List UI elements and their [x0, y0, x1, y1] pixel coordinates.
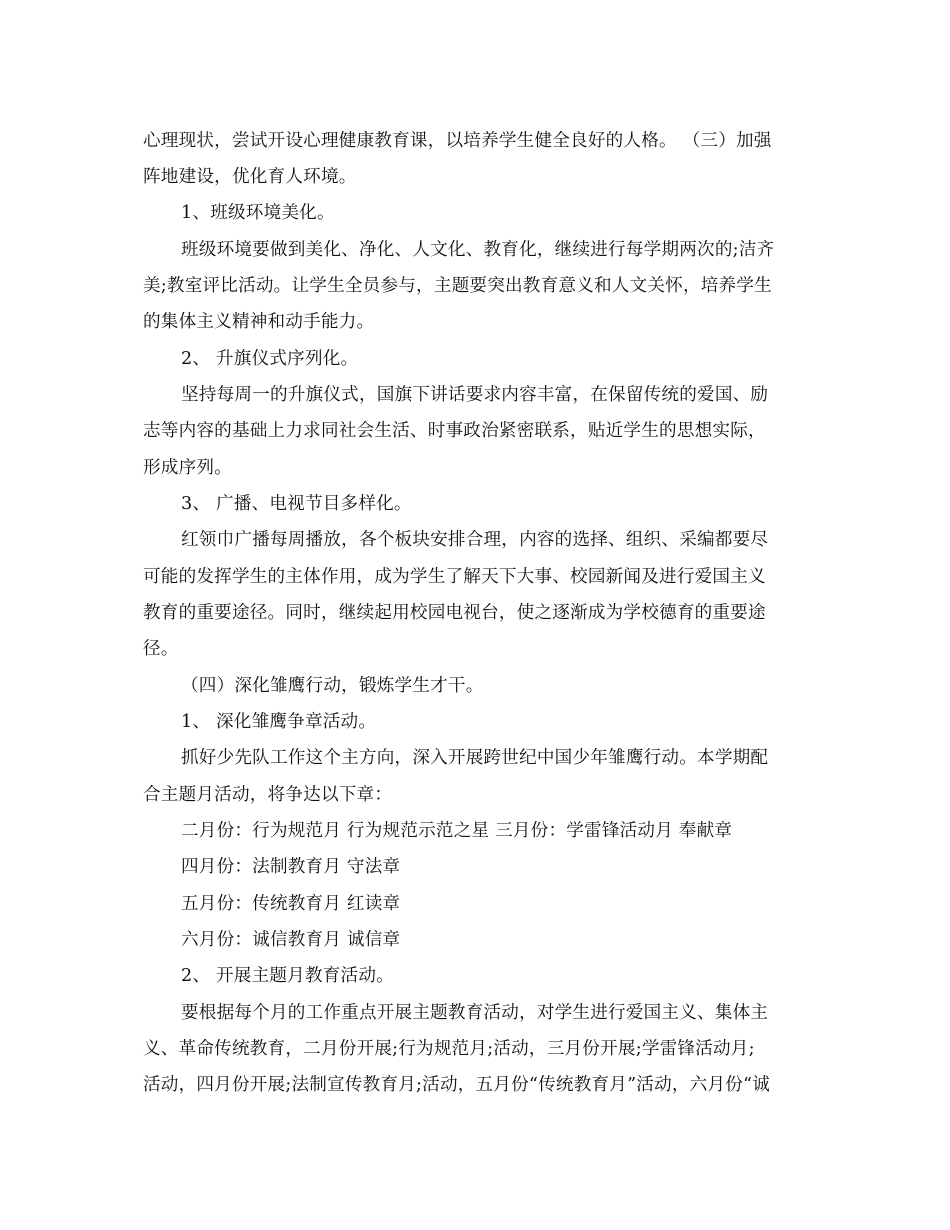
list-item: 五月份：传统教育月 红读章	[181, 894, 401, 914]
list-item: 四月份：法制教育月 守法章	[181, 857, 401, 877]
section-heading: 3、 广播、电视节目多样化。	[181, 494, 412, 514]
text-line: 班级环境要做到美化、净化、人文化、教育化，继续进行每学期两次的;洁齐	[181, 240, 775, 260]
text-line: 教育的重要途径。同时，继续起用校园电视台，使之逐渐成为学校德育的重要途	[143, 603, 766, 623]
text-line: 坚持每周一的升旗仪式，国旗下讲话要求内容丰富，在保留传统的爱国、励	[181, 385, 769, 405]
text-line: 要根据每个月的工作重点开展主题教育活动，对学生进行爱国主义、集体主	[181, 1003, 769, 1023]
text-line: 义、革命传统教育，二月份开展;行为规范月;活动，三月份开展;学雷锋活动月;	[143, 1039, 755, 1059]
section-heading: 2、 开展主题月教育活动。	[181, 966, 394, 986]
text-line: 的集体主义精神和动手能力。	[143, 312, 375, 332]
text-line: 红领巾广播每周播放，各个板块安排合理，内容的选择、组织、采编都要尽	[181, 530, 769, 550]
text-line: 美;教室评比活动。让学生全员参与，主题要突出教育意义和人文关怀，培养学生	[143, 276, 772, 296]
section-heading: 1、班级环境美化。	[181, 203, 335, 223]
section-heading: 1、 深化雏鹰争章活动。	[181, 712, 377, 732]
text-line: 活动，四月份开展;法制宣传教育月;活动，五月份“传统教育月”活动，六月份“诚	[143, 1075, 771, 1095]
list-item: 六月份：诚信教育月 诚信章	[181, 930, 401, 950]
text-line: 合主题月活动，将争达以下章：	[143, 785, 393, 805]
text-line: 志等内容的基础上力求同社会生活、时事政治紧密联系，贴近学生的思想实际，	[143, 421, 766, 441]
section-heading: （四）深化雏鹰行动，锻炼学生才干。	[181, 676, 484, 696]
text-line: 阵地建设，优化育人环境。	[143, 167, 357, 187]
text-line: 形成序列。	[143, 458, 232, 478]
text-line: 抓好少先队工作这个主方向，深入开展跨世纪中国少年雏鹰行动。本学期配	[181, 748, 769, 768]
text-line: 径。	[143, 639, 179, 659]
list-item: 二月份：行为规范月 行为规范示范之星 三月份：学雷锋活动月 奉献章	[181, 821, 733, 841]
text-line: 心理现状，尝试开设心理健康教育课，以培养学生健全良好的人格。 （三）加强	[143, 131, 772, 151]
section-heading: 2、 升旗仪式序列化。	[181, 349, 359, 369]
text-line: 可能的发挥学生的主体作用，成为学生了解天下大事、校园新闻及进行爱国主义	[143, 567, 766, 587]
